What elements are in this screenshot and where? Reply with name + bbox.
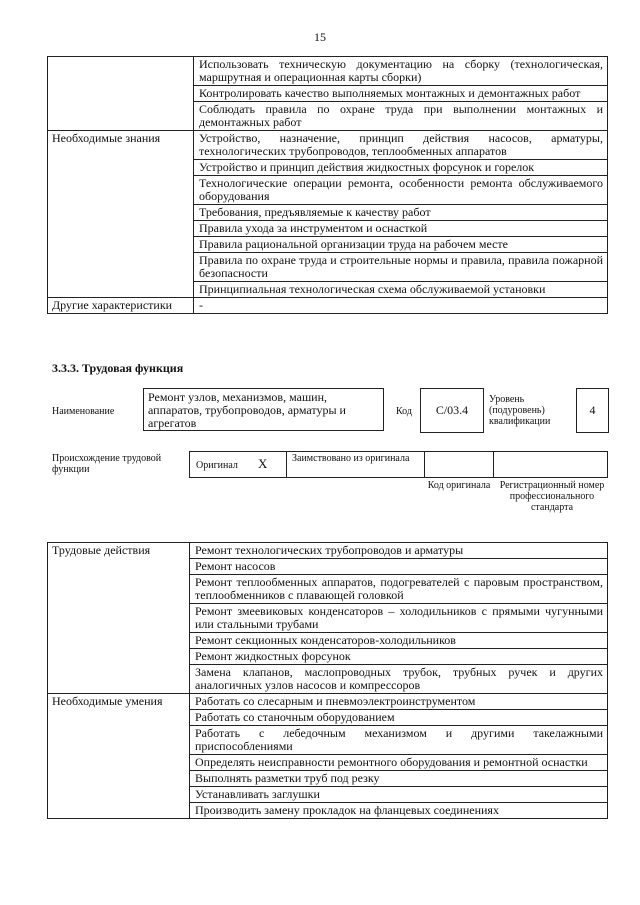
table-cell: Устанавливать заглушки [190, 787, 608, 803]
table-cell: - [194, 298, 608, 314]
table-cell: Правила по охране труда и строительные нормы и правила, правила пожарной безопасности [194, 253, 608, 282]
table-cell: Ремонт жидкостных форсунок [190, 649, 608, 665]
table-cell: Устройство, назначение, принцип действия насосов, арматуры, технологических трубопроводов, теплообменных аппаратов [194, 131, 608, 160]
level-value-box: 4 [576, 388, 609, 433]
registration-number-cell [493, 451, 608, 478]
table-cell: Ремонт насосов [190, 559, 608, 575]
knowledge-table [47, 56, 608, 314]
function-code-box: C/03.4 [420, 388, 484, 433]
row-label-required-skills: Необходимые умения [48, 694, 190, 819]
table-cell: Требования, предъявляемые к качеству работ [194, 205, 608, 221]
table-row [48, 694, 608, 710]
table-cell: Работать со слесарным и пневмоэлектроинструментом [190, 694, 608, 710]
table-cell: Ремонт технологических трубопроводов и арматуры [190, 543, 608, 559]
borrowed-cell [286, 451, 425, 478]
original-mark: X [258, 456, 268, 471]
table-cell: Замена клапанов, маслопроводных трубок, трубных ручек и других аналогичных узлов насосов и компрессоров [190, 665, 608, 694]
table-row [48, 543, 608, 559]
origin-label: Происхождение трудовой функции [52, 453, 162, 475]
table-cell: Работать со станочным оборудованием [190, 710, 608, 726]
table-cell: Ремонт змеевиковых конденсаторов – холодильников с прямыми чугунными или стальными трубами [190, 604, 608, 633]
table-row [48, 298, 608, 314]
table-row [48, 131, 608, 160]
row-label [48, 57, 194, 131]
table-cell: Соблюдать правила по охране труда при выполнении монтажных и демонтажных работ [194, 102, 608, 131]
table-cell: Ремонт теплообменных аппаратов, подогревателей с паровым пространством, теплообменников с плавающей головкой [190, 575, 608, 604]
original-label: Оригинал [196, 460, 238, 471]
table-cell: Правила ухода за инструментом и оснасткой [194, 221, 608, 237]
borrowed-label: Заимствовано из оригинала [292, 453, 410, 464]
level-label: Уровень (подуровень) квалификации [489, 394, 551, 427]
original-cell [189, 451, 287, 478]
row-label-required-knowledge: Необходимые знания [48, 131, 194, 298]
code-label: Код [396, 406, 412, 417]
section-title: 3.3.3. Трудовая функция [52, 361, 184, 375]
function-name-box: Ремонт узлов, механизмов, машин, аппаратов, трубопроводов, арматуры и агрегатов [143, 388, 384, 431]
table-cell: Определять неисправности ремонтного оборудования и ремонтной оснастки [190, 755, 608, 771]
code-caption: Код оригинала [427, 480, 491, 491]
table-cell: Выполнять разметки труб под резку [190, 771, 608, 787]
table-cell: Ремонт секционных конденсаторов-холодильников [190, 633, 608, 649]
table-cell: Устройство и принцип действия жидкостных форсунок и горелок [194, 160, 608, 176]
table-cell: Работать с лебедочным механизмом и другими такелажными приспособлениями [190, 726, 608, 755]
table-cell: Технологические операции ремонта, особенности ремонта обслуживаемого оборудования [194, 176, 608, 205]
table-cell: Производить замену прокладок на фланцевых соединениях [190, 803, 608, 819]
row-label-other-characteristics: Другие характеристики [48, 298, 194, 314]
origin-code-cell [424, 451, 494, 478]
table-cell: Правила рациональной организации труда на рабочем месте [194, 237, 608, 253]
labor-actions-table [47, 542, 608, 819]
table-cell: Принципиальная технологическая схема обслуживаемой установки [194, 282, 608, 298]
row-label-labor-actions: Трудовые действия [48, 543, 190, 694]
table-row [48, 57, 608, 86]
name-label: Наименование [52, 406, 115, 417]
table-cell: Использовать техническую документацию на сборку (технологическая, маршрутная и операционная карты сборки) [194, 57, 608, 86]
table-cell: Контролировать качество выполняемых монтажных и демонтажных работ [194, 86, 608, 102]
registration-caption: Регистрационный номер профессионального стандарта [499, 480, 605, 513]
page-number: 15 [314, 30, 326, 44]
